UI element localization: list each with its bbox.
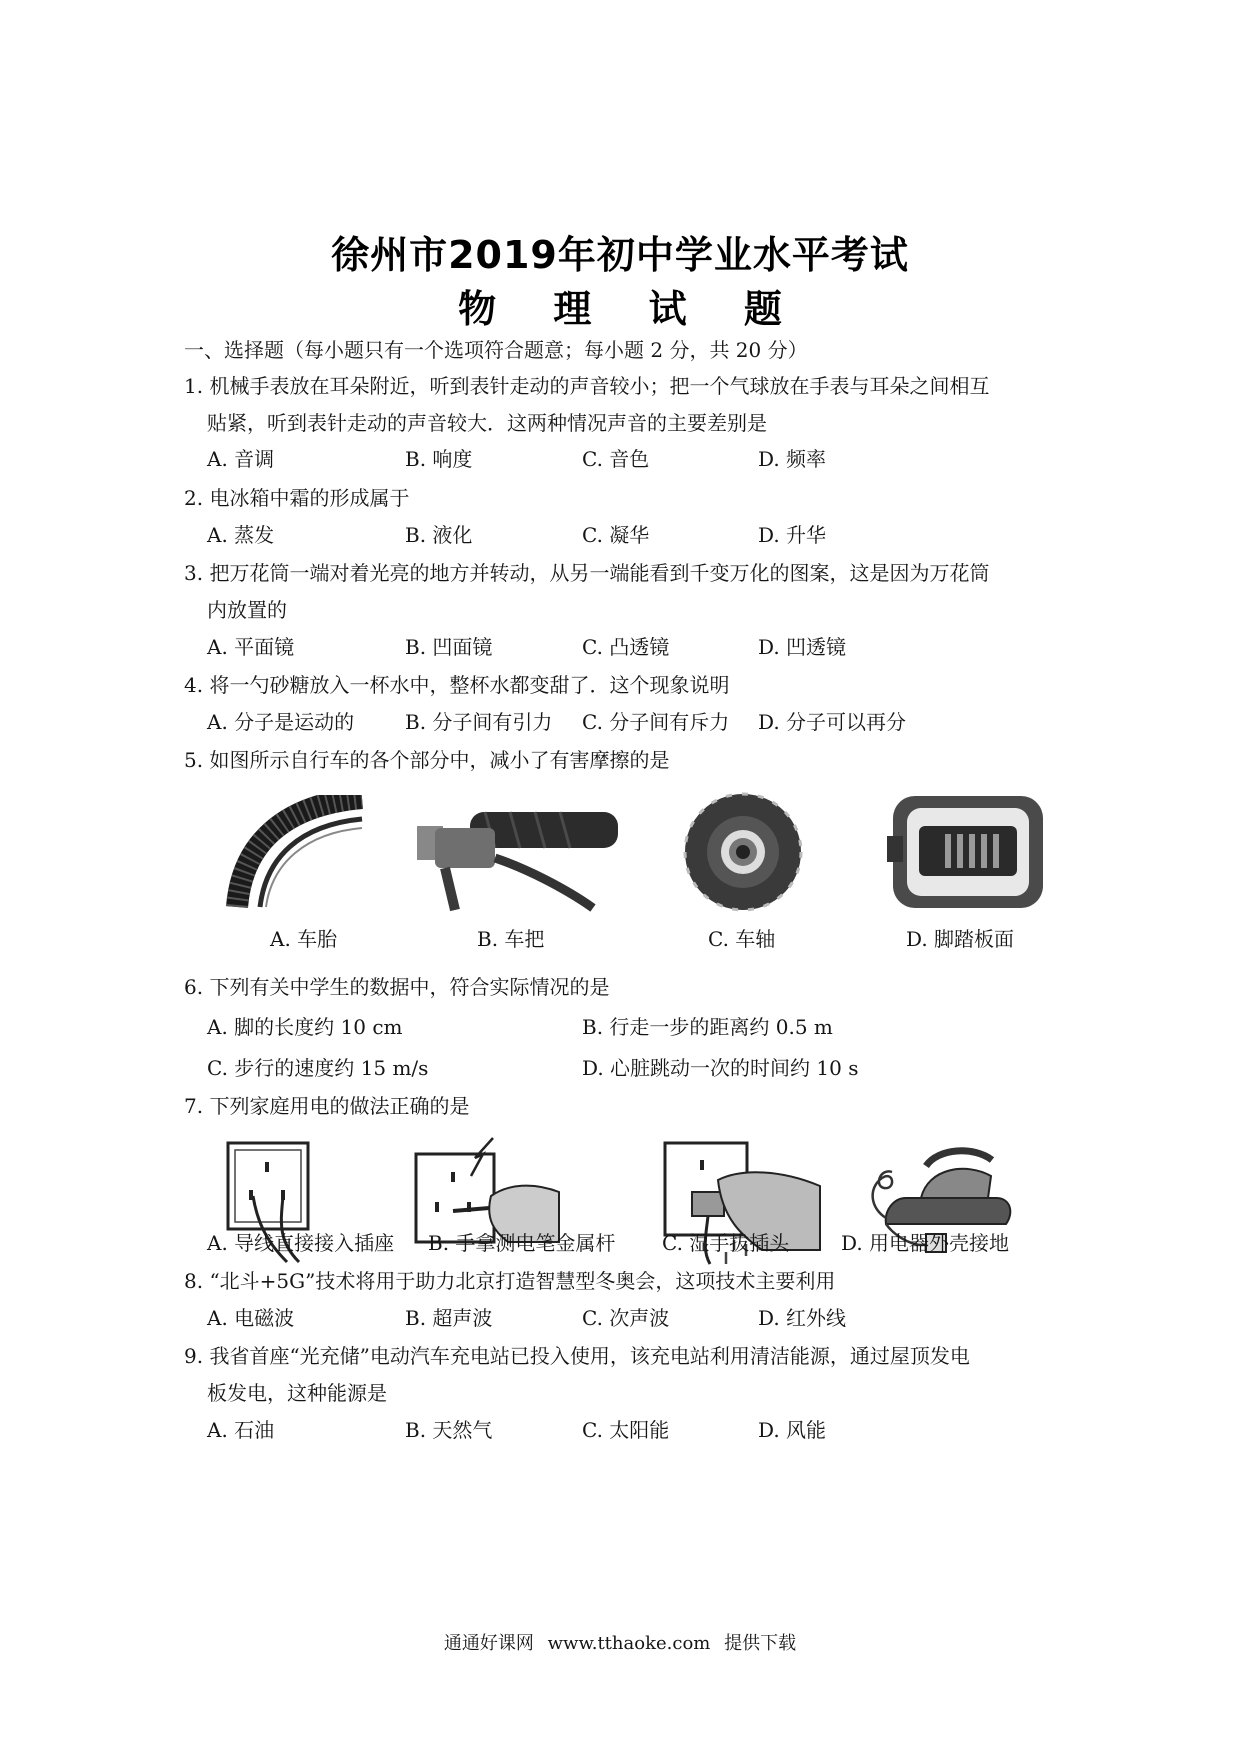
question-7-option-c: C. 湿手拔插头 xyxy=(662,1231,790,1255)
question-5-stem: 5. 如图所示自行车的各个部分中，减小了有害摩擦的是 xyxy=(184,748,670,772)
question-1-stem-cont: 贴紧，听到表针走动的声音较大．这两种情况声音的主要差别是 xyxy=(207,411,767,435)
question-8-option-c: C. 次声波 xyxy=(582,1306,670,1330)
question-4-stem: 4. 将一勺砂糖放入一杯水中，整杯水都变甜了．这个现象说明 xyxy=(184,673,730,697)
question-7-option-d: D. 用电器外壳接地 xyxy=(841,1231,1010,1255)
exam-subtitle: 物 理 试 题 xyxy=(458,287,804,331)
question-2-option-c: C. 凝华 xyxy=(582,523,650,547)
question-6-option-a: A. 脚的长度约 10 cm xyxy=(207,1015,403,1039)
question-3-option-c: C. 凸透镜 xyxy=(582,635,670,659)
question-4-option-a: A. 分子是运动的 xyxy=(207,710,355,734)
question-1-option-b: B. 响度 xyxy=(405,447,473,471)
bicycle-axle-image xyxy=(668,790,818,915)
question-3-option-d: D. 凹透镜 xyxy=(758,635,847,659)
question-5-option-c: C. 车轴 xyxy=(708,927,776,951)
question-3-option-a: A. 平面镜 xyxy=(207,635,295,659)
question-8-stem: 8. “北斗+5G”技术将用于助力北京打造智慧型冬奥会，这项技术主要利用 xyxy=(184,1269,836,1293)
question-3-option-b: B. 凹面镜 xyxy=(405,635,493,659)
question-7-stem: 7. 下列家庭用电的做法正确的是 xyxy=(184,1094,470,1118)
bicycle-handlebar-image xyxy=(415,798,620,913)
question-6-option-b: B. 行走一步的距离约 0.5 m xyxy=(582,1015,833,1039)
question-5-option-d: D. 脚踏板面 xyxy=(906,927,1015,951)
question-6-option-d: D. 心脏跳动一次的时间约 10 s xyxy=(582,1056,859,1080)
question-2-option-a: A. 蒸发 xyxy=(207,523,275,547)
footer-url[interactable]: www.tthaoke.com xyxy=(547,1633,711,1654)
question-7-option-b: B. 手拿测电笔金属杆 xyxy=(428,1231,616,1255)
question-6-option-c: C. 步行的速度约 15 m/s xyxy=(207,1056,429,1080)
question-4-option-b: B. 分子间有引力 xyxy=(405,710,553,734)
question-8-option-d: D. 红外线 xyxy=(758,1306,847,1330)
section-heading: 一、选择题（每小题只有一个选项符合题意；每小题 2 分，共 20 分） xyxy=(184,338,808,362)
question-2-option-d: D. 升华 xyxy=(758,523,827,547)
question-8-option-a: A. 电磁波 xyxy=(207,1306,295,1330)
page-footer xyxy=(0,1629,1240,1655)
question-9-stem-cont: 板发电，这种能源是 xyxy=(207,1381,387,1405)
bicycle-tire-image xyxy=(222,795,372,910)
question-5-option-a: A. 车胎 xyxy=(270,927,338,951)
question-8-option-b: B. 超声波 xyxy=(405,1306,493,1330)
question-5-option-b: B. 车把 xyxy=(477,927,545,951)
question-9-option-a: A. 石油 xyxy=(207,1418,275,1442)
question-2-stem: 2. 电冰箱中霜的形成属于 xyxy=(184,486,410,510)
question-9-option-d: D. 风能 xyxy=(758,1418,827,1442)
question-7-option-a: A. 导线直接接入插座 xyxy=(207,1231,395,1255)
question-1-option-a: A. 音调 xyxy=(207,447,275,471)
question-1-stem: 1. 机械手表放在耳朵附近，听到表针走动的声音较小；把一个气球放在手表与耳朵之间相互 xyxy=(184,374,990,398)
question-6-stem: 6. 下列有关中学生的数据中，符合实际情况的是 xyxy=(184,975,610,999)
question-3-stem-cont: 内放置的 xyxy=(207,598,287,622)
question-2-option-b: B. 液化 xyxy=(405,523,473,547)
question-4-option-c: C. 分子间有斥力 xyxy=(582,710,730,734)
question-3-stem: 3. 把万花筒一端对着光亮的地方并转动，从另一端能看到千变万化的图案，这是因为万花筒 xyxy=(184,561,990,585)
footer-site: 通通好课网 xyxy=(443,1633,534,1654)
bicycle-pedal-image xyxy=(887,790,1047,915)
exam-title: 徐州市2019年初中学业水平考试 xyxy=(331,233,909,277)
question-4-option-d: D. 分子可以再分 xyxy=(758,710,907,734)
question-9-stem: 9. 我省首座“光充储”电动汽车充电站已投入使用，该充电站利用清洁能源，通过屋顶发电 xyxy=(184,1344,970,1368)
question-1-option-c: C. 音色 xyxy=(582,447,650,471)
question-9-option-b: B. 天然气 xyxy=(405,1418,493,1442)
question-1-option-d: D. 频率 xyxy=(758,447,827,471)
footer-note: 提供下载 xyxy=(724,1633,797,1654)
question-9-option-c: C. 太阳能 xyxy=(582,1418,670,1442)
